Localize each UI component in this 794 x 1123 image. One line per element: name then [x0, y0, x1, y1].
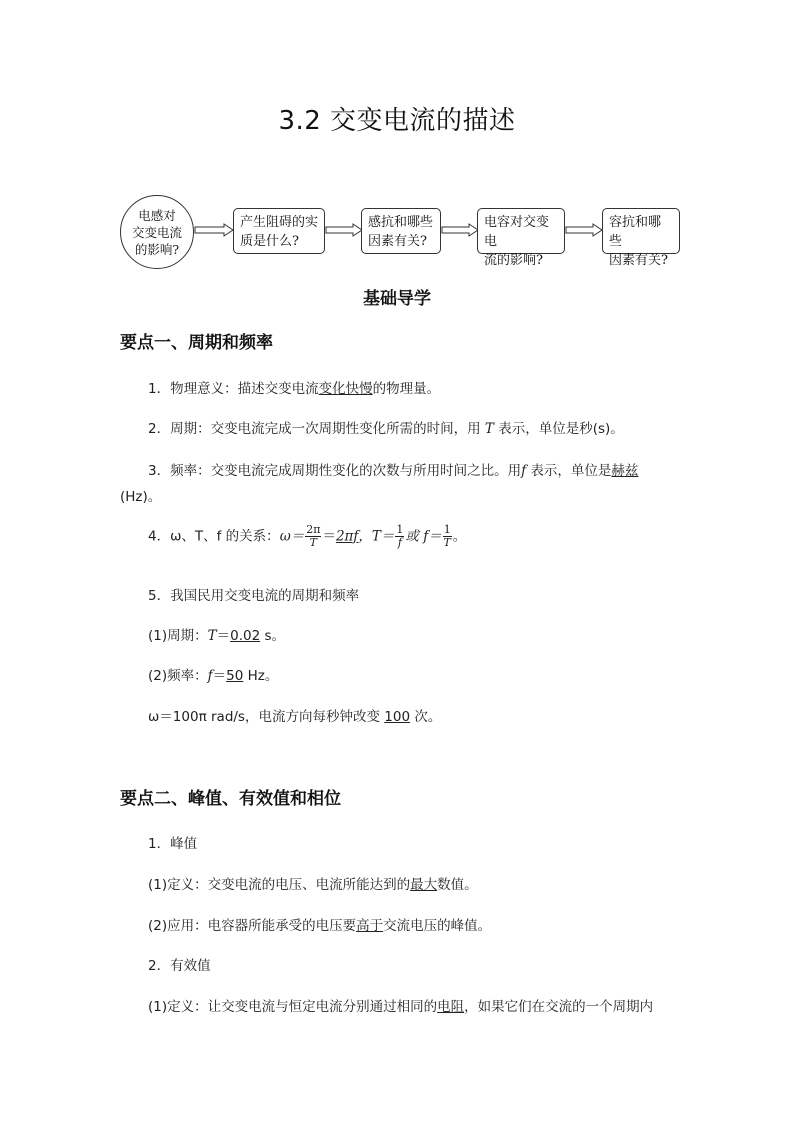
underlined-answer: 最大: [410, 877, 438, 893]
text: ，如果它们在交流的一个周期内: [464, 999, 654, 1015]
denominator: T: [443, 536, 451, 549]
p1-item5a: [148, 624, 285, 644]
text: Hz。: [243, 668, 279, 684]
p1-item3-cont: (Hz)。: [120, 489, 162, 505]
text: 1．物理意义：描述交变电流: [148, 381, 319, 397]
heading-part2: 要点二、峰值、有效值和相位: [120, 789, 341, 809]
underlined-answer: 变化快慢: [318, 381, 373, 397]
text: 的物理量。: [372, 381, 441, 397]
p1-item5c: [148, 705, 441, 725]
text: (2)频率：: [148, 668, 208, 684]
formula: 或 f＝: [405, 528, 442, 545]
numerator: 2π: [306, 523, 321, 536]
text: 。: [452, 528, 467, 545]
p2-item1: 1．峰值: [148, 836, 198, 852]
denominator: f: [397, 536, 402, 549]
flow-arrow-4: [565, 223, 603, 237]
p2-item1b: [148, 914, 491, 934]
flow-box-2: 感抗和哪些 因素有关?: [361, 208, 441, 254]
denominator: T: [309, 536, 317, 549]
text: 次。: [410, 709, 442, 725]
text: 交流电压的峰值。: [383, 918, 492, 934]
heading-part1: 要点一、周期和频率: [120, 333, 273, 353]
flow-box-3: 电容对交变电 流的影响?: [477, 208, 565, 254]
p1-item5b: [148, 664, 278, 684]
flow-arrow-3: [441, 223, 479, 237]
underlined-answer: 高于: [356, 918, 384, 934]
p2-item2a: [148, 995, 653, 1015]
text: ＝: [212, 668, 227, 684]
text: (2)应用：电容器所能承受的电压要: [148, 918, 357, 934]
fraction: [305, 524, 321, 549]
p2-item2: 2．有效值: [148, 958, 211, 974]
text: 4．ω、T、f 的关系：: [148, 528, 280, 545]
p1-item3: [148, 459, 638, 479]
text: s。: [260, 628, 286, 644]
page-title: 3.2 交变电流的描述: [278, 106, 516, 136]
text: 数值。: [437, 877, 478, 893]
text: ω＝100π rad/s，电流方向每秒钟改变: [148, 709, 385, 725]
p2-item1a: [148, 873, 478, 893]
fraction: [443, 524, 452, 549]
variable: f: [207, 668, 213, 684]
section-title: 基础导学: [363, 289, 431, 309]
numerator: 1: [443, 523, 451, 536]
underlined-answer: 赫兹: [611, 463, 639, 479]
underlined-answer: 2πf: [335, 528, 359, 545]
fraction: [395, 524, 404, 549]
flow-box-1: 产生阻碍的实 质是什么?: [233, 208, 325, 254]
p1-item4: [148, 524, 466, 549]
formula: ω＝: [279, 528, 305, 545]
p1-item2: [148, 417, 624, 437]
flow-arrow-2: [325, 223, 363, 237]
formula: ，T＝: [358, 528, 395, 545]
flow-start-circle: 电感对 交变电流 的影响?: [120, 195, 194, 269]
flow-box-4: 容抗和哪些 因素有关?: [602, 208, 680, 254]
p1-item5: 5．我国民用交变电流的周期和频率: [148, 588, 360, 604]
text: (1)定义：交变电流的电压、电流所能达到的: [148, 877, 411, 893]
text: (1)周期：: [148, 628, 208, 644]
flow-arrow-1: [194, 223, 234, 237]
text: ＝: [216, 628, 231, 644]
p1-item1: [148, 377, 440, 397]
formula: ＝: [322, 528, 336, 545]
underlined-answer: 0.02: [230, 628, 261, 644]
text: 3．频率：交变电流完成周期性变化的次数与所用时间之比。用: [148, 463, 522, 479]
text: 表示，单位是: [526, 463, 612, 479]
variable: T: [207, 628, 217, 644]
text: 2．周期：交变电流完成一次周期性变化所需的时间，用: [148, 421, 485, 437]
variable: f: [521, 463, 527, 479]
underlined-answer: 50: [226, 668, 244, 684]
text: 表示，单位是秒(s)。: [493, 421, 624, 437]
underlined-answer: 电阻: [437, 999, 465, 1015]
numerator: 1: [396, 523, 404, 536]
underlined-answer: 100: [384, 709, 411, 725]
text: (1)定义：让交变电流与恒定电流分别通过相同的: [148, 999, 438, 1015]
variable: T: [484, 421, 494, 437]
